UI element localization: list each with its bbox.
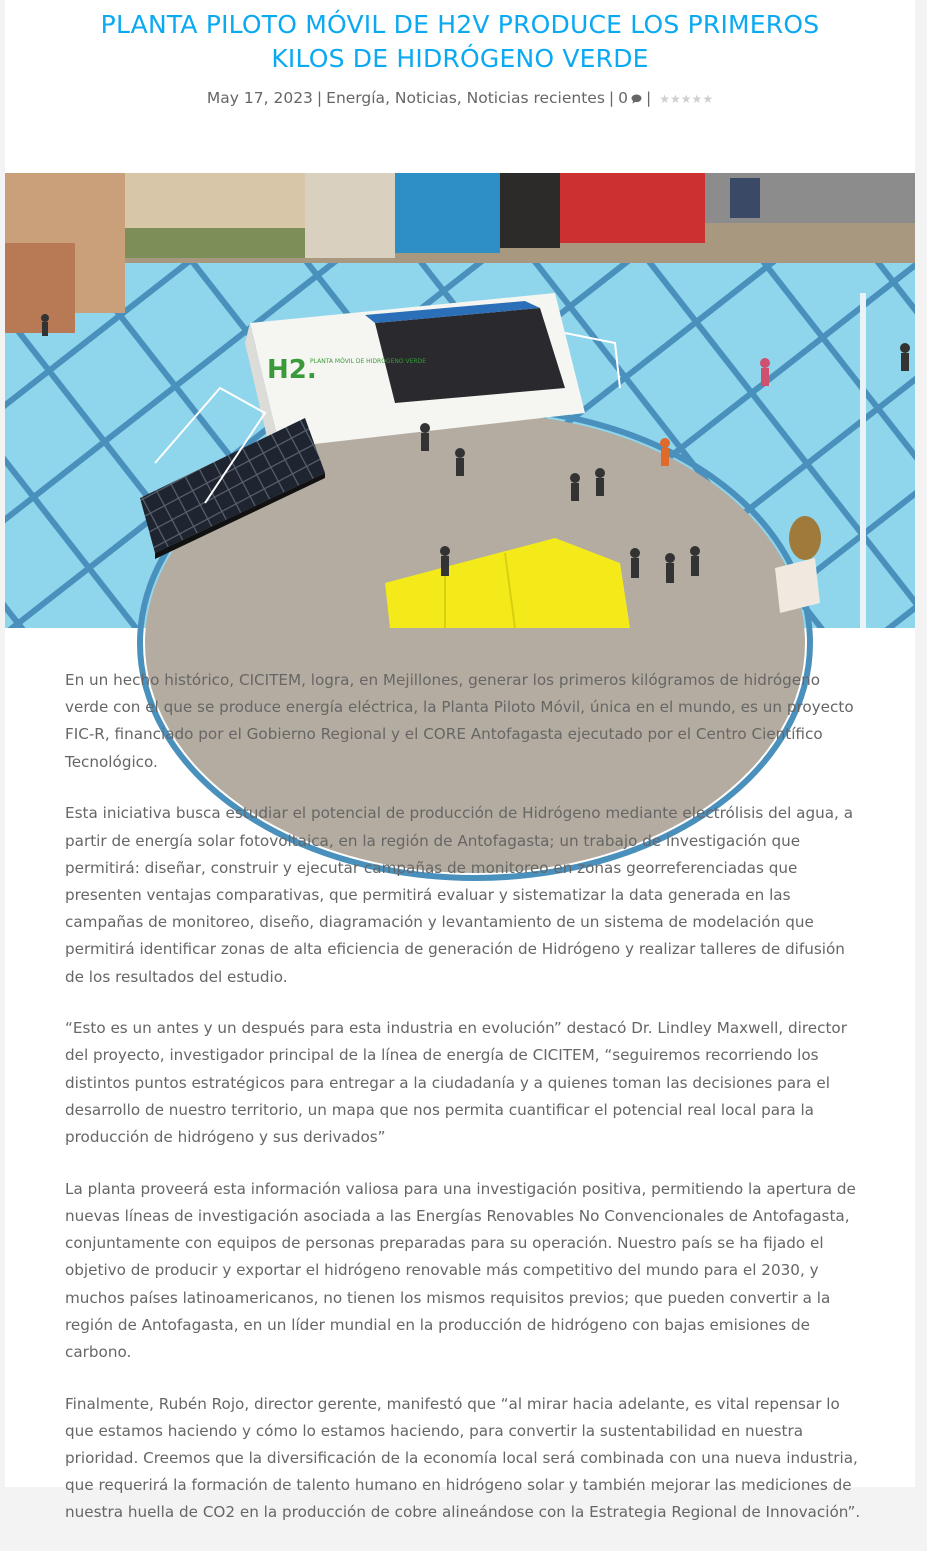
meta-separator: | bbox=[316, 89, 323, 107]
category-comma: , bbox=[385, 89, 395, 107]
article-paragraph: Finalmente, Rubén Rojo, director gerente, manifestó que “al mirar hacia adelante, es vital repensar lo que estamos haciendo y cómo lo estamos haciendo, para convertir la sustentabilidad en nuestra prioridad. Creemos que la diversificación de la economía local será combinada con una nueva industria, que requerirá la formación de talento humano en hidrógeno solar y también mejorar las mediciones de nuestra huella de CO2 en la producción de cobre alineándose con la Estrategia Regional de Innovación”. bbox=[65, 1394, 861, 1522]
category-link-noticias[interactable]: Noticias bbox=[394, 89, 457, 107]
article-paragraph: En un hecho histórico, CICITEM, logra, en Mejillones, generar los primeros kilógramos de hidrógeno verde con el que se produce energía eléctrica, la Planta Piloto Móvil, única en el mundo, es un proyecto FIC-R, financiado por el Gobierno Regional y el CORE Antofagasta ejecutado por el Centro Científico Tecnológico. bbox=[65, 671, 854, 771]
star-icon: ★ bbox=[702, 91, 714, 106]
star-icon: ★ bbox=[659, 91, 671, 106]
category-comma: , bbox=[456, 89, 467, 107]
article-paragraph: Esta iniciativa busca estudiar el potencial de producción de Hidrógeno mediante electrólisis del agua, a partir de energía solar fotovoltaica, en la región de Antofagasta; un trabajo de investigación que permitirá: diseñar, construir y ejecutar campañas de monitoreo en zonas georreferenciadas que presenten ventajas comparativas, que permitirá evaluar y sistematizar la data generada en las campañas de monitoreo, diseño, diagramación y levantamiento de un sistema de modelación que permitirá identificar zonas de alta eficiencia de generación de Hidrógeno y realizar talleres de difusión de los resultados del estudio. bbox=[65, 804, 854, 986]
article-title[interactable] bbox=[5, 8, 915, 76]
article-title-line-1[interactable]: PLANTA PILOTO MÓVIL DE H2V PRODUCE LOS PRIMEROS bbox=[100, 10, 820, 39]
comment-bubble-icon bbox=[631, 88, 642, 110]
meta-separator: | bbox=[608, 89, 615, 107]
article-title-line-2[interactable]: KILOS DE HIDRÓGENO VERDE bbox=[271, 44, 649, 73]
article-paragraph: “Esto es un antes y un después para esta industria en evolución” destacó Dr. Lindley Maxwell, director del proyecto, investigador principal de la línea de energía de CICITEM, “seguiremos recorriendo los distintos puntos estratégicos para entregar a la ciudadanía y a quienes toman las decisiones para el desarrollo de nuestro territorio, un mapa que nos permita cuantificar el potencial real local para la producción de hidrógeno y sus derivados” bbox=[65, 1019, 847, 1147]
trailer-logo-sub: PLANTA MÓVIL DE HIDRÓGENO VERDE bbox=[310, 358, 426, 365]
category-link-noticias-recientes[interactable]: Noticias recientes bbox=[466, 89, 605, 107]
star-icon: ★ bbox=[670, 91, 681, 106]
featured-image bbox=[5, 173, 915, 628]
star-rating bbox=[659, 93, 713, 105]
article-container bbox=[5, 0, 915, 1522]
post-meta bbox=[5, 87, 915, 110]
trailer-logo: H2. bbox=[267, 355, 317, 385]
comments-link[interactable] bbox=[618, 89, 642, 107]
star-icon: ★ bbox=[691, 91, 703, 106]
article-body bbox=[65, 667, 865, 1551]
lamp-post bbox=[860, 293, 866, 628]
meta-separator: | bbox=[646, 89, 652, 107]
article-paragraph: La planta proveerá esta información valiosa para una investigación positiva, permitiendo la apertura de nuevas líneas de investigación asociada a las Energías Renovables No Convencionales de Antofagasta, conjuntamente con equipos de personas preparadas para su operación. Nuestro país se ha fijado el objetivo de producir y exportar el hidrógeno renovable más competitivo del mundo para el 2030, y muchos países latinoamericanos, no tienen los mismos requisitos previos; que pueden convertir a la región de Antofagasta, en un líder mundial en la producción de hidrógeno con bajas emisiones de carbono. bbox=[65, 1179, 856, 1361]
category-link-energia[interactable]: Energía bbox=[326, 89, 386, 107]
comment-count[interactable]: 0 bbox=[618, 89, 629, 107]
post-date: May 17, 2023 bbox=[206, 89, 313, 107]
star-icon: ★ bbox=[680, 91, 692, 106]
